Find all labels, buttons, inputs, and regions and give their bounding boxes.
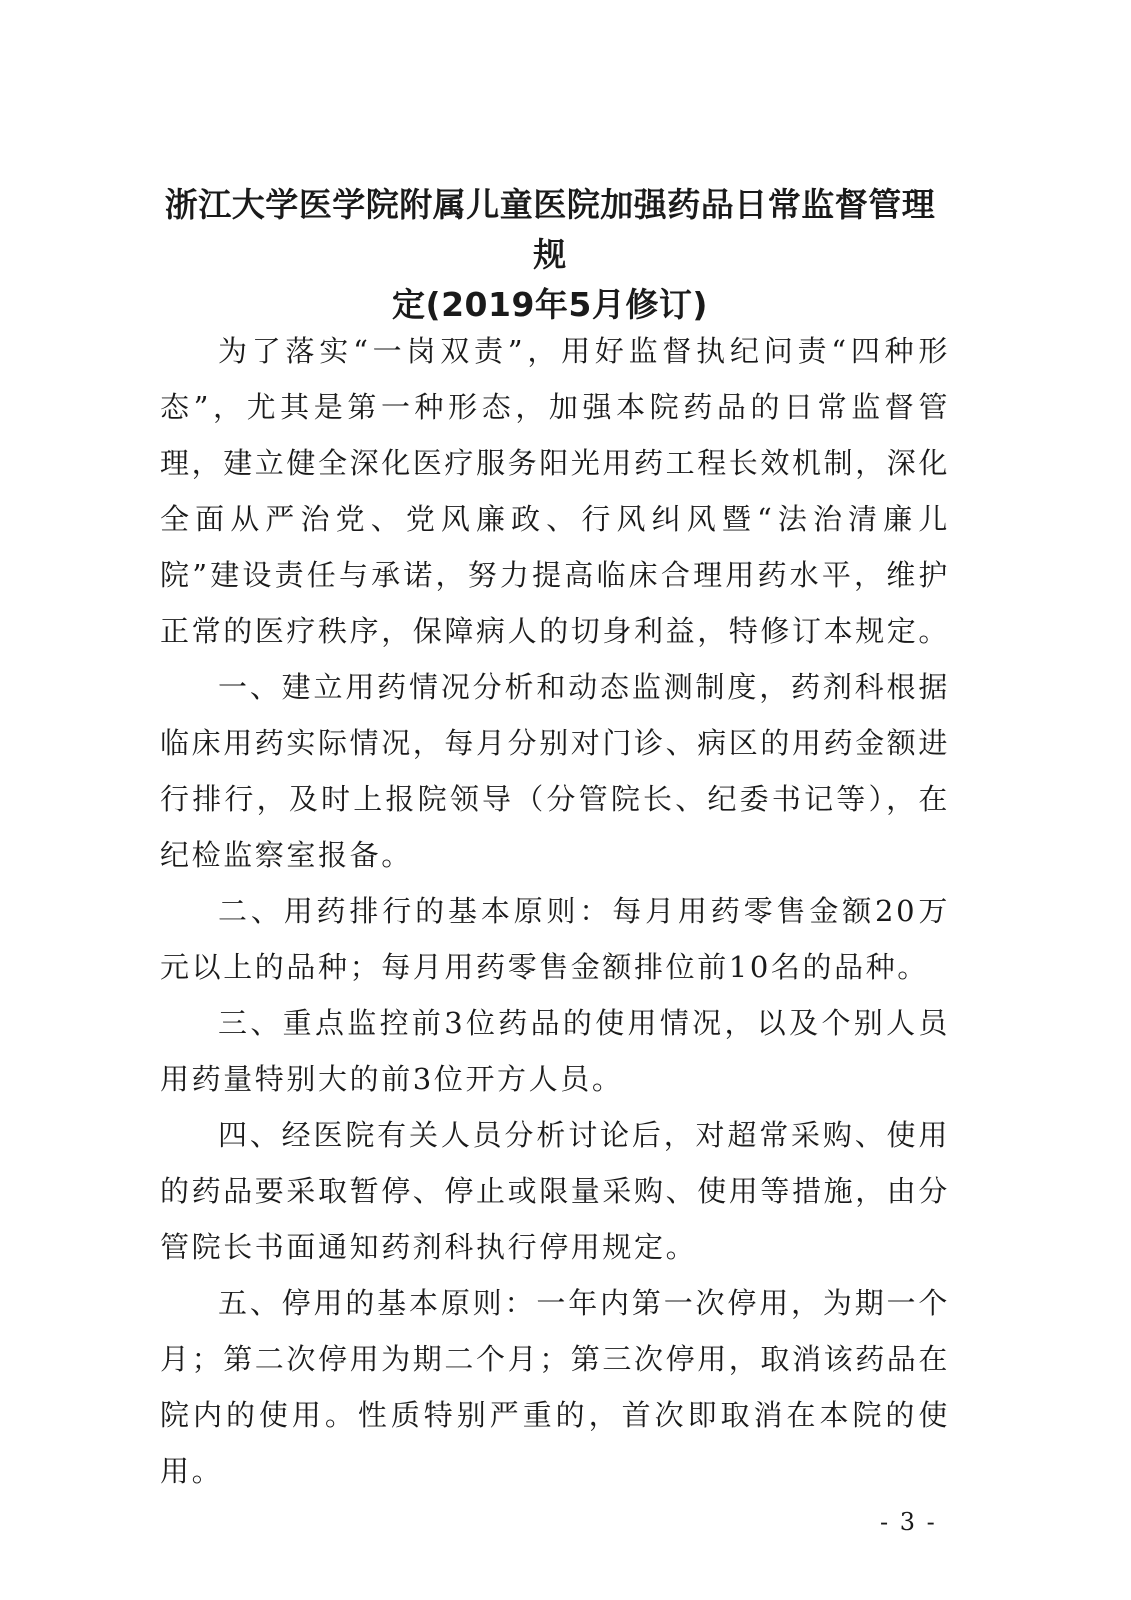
title-line-1: 浙江大学医学院附属儿童医院加强药品日常监督管理规 <box>164 185 936 274</box>
paragraph-item-4: 四、经医院有关人员分析讨论后，对超常采购、使用的药品要采取暂停、停止或限量采购、使用等措施，由分管院长书面通知药剂科执行停用规定。 <box>160 1118 951 1264</box>
page-number: - 3 - <box>880 1508 937 1536</box>
document-title <box>150 180 950 330</box>
paragraph-item-2: 二、用药排行的基本原则：每月用药零售金额20万元以上的品种；每月用药零售金额排位前10名的品种。 <box>160 894 950 984</box>
document-body <box>160 323 950 1499</box>
paragraph-item-1: 一、建立用药情况分析和动态监测制度，药剂科根据临床用药实际情况，每月分别对门诊、病区的用药金额进行排行，及时上报院领导（分管院长、纪委书记等），在纪检监察室报备。 <box>160 670 951 872</box>
title-line-2: 定(2019年5月修订) <box>392 285 708 324</box>
paragraph-item-5: 五、停用的基本原则：一年内第一次停用，为期一个月；第二次停用为期二个月；第三次停用，取消该药品在院内的使用。性质特别严重的，首次即取消在本院的使用。 <box>160 1286 951 1488</box>
paragraph-item-3: 三、重点监控前3位药品的使用情况，以及个别人员用药量特别大的前3位开方人员。 <box>160 1006 950 1096</box>
paragraph-preamble: 为了落实“一岗双责”，用好监督执纪问责“四种形态”，尤其是第一种形态，加强本院药品的日常监督管理，建立健全深化医疗服务阳光用药工程长效机制，深化全面从严治党、党风廉政、行风纠风暨“法治清廉儿院”建设责任与承诺，努力提高临床合理用药水平，维护正常的医疗秩序，保障病人的切身利益，特修订本规定。 <box>160 334 951 648</box>
